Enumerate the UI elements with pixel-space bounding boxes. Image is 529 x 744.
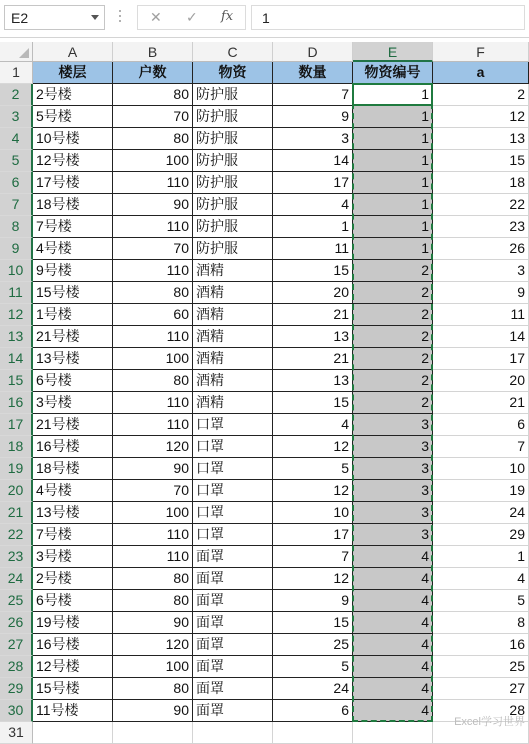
cell-a25[interactable]: 6号楼 <box>33 590 113 612</box>
header-cell-b[interactable]: 户数 <box>113 62 193 84</box>
cell-e22[interactable]: 3 <box>353 524 433 546</box>
cell-f10[interactable]: 3 <box>433 260 529 282</box>
cell-c25[interactable]: 面罩 <box>193 590 273 612</box>
cell-a13[interactable]: 21号楼 <box>33 326 113 348</box>
cell-d10[interactable]: 15 <box>273 260 353 282</box>
cell-e15[interactable]: 2 <box>353 370 433 392</box>
cell-d19[interactable]: 5 <box>273 458 353 480</box>
row-header[interactable]: 25 <box>0 590 33 612</box>
cell-b3[interactable]: 70 <box>113 106 193 128</box>
cell-c23[interactable]: 面罩 <box>193 546 273 568</box>
cell-b7[interactable]: 90 <box>113 194 193 216</box>
cell-b19[interactable]: 90 <box>113 458 193 480</box>
cell-d5[interactable]: 14 <box>273 150 353 172</box>
cell-d23[interactable]: 7 <box>273 546 353 568</box>
header-cell-a[interactable]: 楼层 <box>33 62 113 84</box>
cell-b8[interactable]: 110 <box>113 216 193 238</box>
column-header-f[interactable]: F <box>433 42 529 62</box>
cell-b24[interactable]: 80 <box>113 568 193 590</box>
cell-b12[interactable]: 60 <box>113 304 193 326</box>
cell-c19[interactable]: 口罩 <box>193 458 273 480</box>
cell-d12[interactable]: 21 <box>273 304 353 326</box>
cell-a4[interactable]: 10号楼 <box>33 128 113 150</box>
cell-f12[interactable]: 11 <box>433 304 529 326</box>
select-all-corner[interactable] <box>0 42 33 62</box>
cell-a15[interactable]: 6号楼 <box>33 370 113 392</box>
cell-f7[interactable]: 22 <box>433 194 529 216</box>
row-header[interactable]: 14 <box>0 348 33 370</box>
cell-a12[interactable]: 1号楼 <box>33 304 113 326</box>
row-header[interactable]: 26 <box>0 612 33 634</box>
empty-cell[interactable] <box>193 722 273 744</box>
cell-b18[interactable]: 120 <box>113 436 193 458</box>
cell-b16[interactable]: 110 <box>113 392 193 414</box>
cell-f29[interactable]: 27 <box>433 678 529 700</box>
cell-b5[interactable]: 100 <box>113 150 193 172</box>
row-header[interactable]: 5 <box>0 150 33 172</box>
row-header[interactable]: 8 <box>0 216 33 238</box>
cell-d4[interactable]: 3 <box>273 128 353 150</box>
row-header[interactable]: 28 <box>0 656 33 678</box>
cell-d21[interactable]: 10 <box>273 502 353 524</box>
cell-b14[interactable]: 100 <box>113 348 193 370</box>
formula-input[interactable] <box>251 5 525 30</box>
cell-c24[interactable]: 面罩 <box>193 568 273 590</box>
row-header[interactable]: 12 <box>0 304 33 326</box>
row-header[interactable]: 10 <box>0 260 33 282</box>
column-header-b[interactable]: B <box>113 42 193 62</box>
cell-b9[interactable]: 70 <box>113 238 193 260</box>
formula-buttons <box>137 5 246 30</box>
cell-a18[interactable]: 16号楼 <box>33 436 113 458</box>
cell-f30[interactable]: 28 <box>433 700 529 722</box>
cell-b25[interactable]: 80 <box>113 590 193 612</box>
row-header[interactable]: 3 <box>0 106 33 128</box>
cell-c20[interactable]: 口罩 <box>193 480 273 502</box>
row-header[interactable]: 20 <box>0 480 33 502</box>
cell-c11[interactable]: 酒精 <box>193 282 273 304</box>
cell-a7[interactable]: 18号楼 <box>33 194 113 216</box>
cell-a21[interactable]: 13号楼 <box>33 502 113 524</box>
row-header[interactable]: 15 <box>0 370 33 392</box>
cell-e24[interactable]: 4 <box>353 568 433 590</box>
cell-a23[interactable]: 3号楼 <box>33 546 113 568</box>
cell-f4[interactable]: 13 <box>433 128 529 150</box>
cell-c6[interactable]: 防护服 <box>193 172 273 194</box>
cell-a19[interactable]: 18号楼 <box>33 458 113 480</box>
row-header[interactable]: 16 <box>0 392 33 414</box>
row-header[interactable]: 1 <box>0 62 33 84</box>
cell-f11[interactable]: 9 <box>433 282 529 304</box>
cell-d8[interactable]: 1 <box>273 216 353 238</box>
watermark: Excel学习世界 <box>454 716 525 728</box>
row-header[interactable]: 4 <box>0 128 33 150</box>
cell-e26[interactable]: 4 <box>353 612 433 634</box>
cell-a22[interactable]: 7号楼 <box>33 524 113 546</box>
cell-f26[interactable]: 8 <box>433 612 529 634</box>
cell-c12[interactable]: 酒精 <box>193 304 273 326</box>
cell-c16[interactable]: 酒精 <box>193 392 273 414</box>
cell-a6[interactable]: 17号楼 <box>33 172 113 194</box>
cell-a26[interactable]: 19号楼 <box>33 612 113 634</box>
chevron-down-icon[interactable] <box>91 15 99 20</box>
cell-a5[interactable]: 12号楼 <box>33 150 113 172</box>
cell-d16[interactable]: 15 <box>273 392 353 414</box>
cell-f13[interactable]: 14 <box>433 326 529 348</box>
cell-a27[interactable]: 16号楼 <box>33 634 113 656</box>
cell-e12[interactable]: 2 <box>353 304 433 326</box>
cell-a24[interactable]: 2号楼 <box>33 568 113 590</box>
cell-f21[interactable]: 24 <box>433 502 529 524</box>
more-options-icon[interactable] <box>119 10 122 25</box>
cell-d27[interactable]: 25 <box>273 634 353 656</box>
cell-d30[interactable]: 6 <box>273 700 353 722</box>
cell-b17[interactable]: 110 <box>113 414 193 436</box>
cell-d15[interactable]: 13 <box>273 370 353 392</box>
cell-d2[interactable]: 7 <box>273 84 353 106</box>
cell-e28[interactable]: 4 <box>353 656 433 678</box>
cell-e23[interactable]: 4 <box>353 546 433 568</box>
cell-f28[interactable]: 25 <box>433 656 529 678</box>
cell-a29[interactable]: 15号楼 <box>33 678 113 700</box>
column-header-d[interactable]: D <box>273 42 353 62</box>
header-cell-d[interactable]: 数量 <box>273 62 353 84</box>
cell-f18[interactable]: 7 <box>433 436 529 458</box>
row-header[interactable]: 29 <box>0 678 33 700</box>
cell-e29[interactable]: 4 <box>353 678 433 700</box>
cancel-icon[interactable]: ✕ <box>150 9 162 25</box>
cell-b23[interactable]: 110 <box>113 546 193 568</box>
cell-d25[interactable]: 9 <box>273 590 353 612</box>
cell-f19[interactable]: 10 <box>433 458 529 480</box>
cell-d18[interactable]: 12 <box>273 436 353 458</box>
cell-d26[interactable]: 15 <box>273 612 353 634</box>
cell-a2[interactable]: 2号楼 <box>33 84 113 106</box>
row-header[interactable]: 24 <box>0 568 33 590</box>
cell-f25[interactable]: 5 <box>433 590 529 612</box>
cell-c18[interactable]: 口罩 <box>193 436 273 458</box>
cell-e27[interactable]: 4 <box>353 634 433 656</box>
row-header[interactable]: 27 <box>0 634 33 656</box>
cell-e5[interactable]: 1 <box>353 150 433 172</box>
cell-f17[interactable]: 6 <box>433 414 529 436</box>
empty-cell[interactable] <box>33 722 113 744</box>
formula-value: 1 <box>262 10 270 26</box>
cell-c28[interactable]: 面罩 <box>193 656 273 678</box>
cell-b2[interactable]: 80 <box>113 84 193 106</box>
cell-c30[interactable]: 面罩 <box>193 700 273 722</box>
header-cell-c[interactable]: 物资 <box>193 62 273 84</box>
row-header[interactable]: 30 <box>0 700 33 722</box>
cell-c27[interactable]: 面罩 <box>193 634 273 656</box>
cell-d3[interactable]: 9 <box>273 106 353 128</box>
cell-c2[interactable]: 防护服 <box>193 84 273 106</box>
cell-b10[interactable]: 110 <box>113 260 193 282</box>
cell-b13[interactable]: 110 <box>113 326 193 348</box>
cell-a20[interactable]: 4号楼 <box>33 480 113 502</box>
name-box-value: E2 <box>11 10 29 26</box>
empty-cell[interactable] <box>353 722 433 744</box>
column-header-c[interactable]: C <box>193 42 273 62</box>
cell-d17[interactable]: 4 <box>273 414 353 436</box>
cell-e25[interactable]: 4 <box>353 590 433 612</box>
cell-f16[interactable]: 21 <box>433 392 529 414</box>
cell-b15[interactable]: 80 <box>113 370 193 392</box>
cell-c26[interactable]: 面罩 <box>193 612 273 634</box>
cell-b26[interactable]: 90 <box>113 612 193 634</box>
cell-e16[interactable]: 2 <box>353 392 433 414</box>
cell-a9[interactable]: 4号楼 <box>33 238 113 260</box>
row-header[interactable]: 23 <box>0 546 33 568</box>
cell-d29[interactable]: 24 <box>273 678 353 700</box>
row-header[interactable]: 13 <box>0 326 33 348</box>
empty-cell[interactable] <box>113 722 193 744</box>
cell-d11[interactable]: 20 <box>273 282 353 304</box>
cell-f2[interactable]: 2 <box>433 84 529 106</box>
cell-e7[interactable]: 1 <box>353 194 433 216</box>
cell-f5[interactable]: 15 <box>433 150 529 172</box>
formula-bar <box>0 0 529 38</box>
cell-b30[interactable]: 90 <box>113 700 193 722</box>
header-cell-f[interactable]: a <box>433 62 529 84</box>
header-cell-e[interactable]: 物资编号 <box>353 62 433 84</box>
row-header[interactable]: 7 <box>0 194 33 216</box>
cell-c5[interactable]: 防护服 <box>193 150 273 172</box>
cell-d7[interactable]: 4 <box>273 194 353 216</box>
cell-d22[interactable]: 17 <box>273 524 353 546</box>
cell-f3[interactable]: 12 <box>433 106 529 128</box>
cell-c4[interactable]: 防护服 <box>193 128 273 150</box>
cell-c8[interactable]: 防护服 <box>193 216 273 238</box>
cell-a10[interactable]: 9号楼 <box>33 260 113 282</box>
cell-c3[interactable]: 防护服 <box>193 106 273 128</box>
cell-b20[interactable]: 70 <box>113 480 193 502</box>
cell-b11[interactable]: 80 <box>113 282 193 304</box>
cell-c15[interactable]: 酒精 <box>193 370 273 392</box>
cell-a28[interactable]: 12号楼 <box>33 656 113 678</box>
cell-f27[interactable]: 16 <box>433 634 529 656</box>
column-header-a[interactable]: A <box>33 42 113 62</box>
row-header[interactable]: 31 <box>0 722 33 744</box>
cell-a11[interactable]: 15号楼 <box>33 282 113 304</box>
row-header[interactable]: 19 <box>0 458 33 480</box>
cell-d13[interactable]: 13 <box>273 326 353 348</box>
cell-b4[interactable]: 80 <box>113 128 193 150</box>
cell-f24[interactable]: 4 <box>433 568 529 590</box>
row-header[interactable]: 22 <box>0 524 33 546</box>
cell-c22[interactable]: 口罩 <box>193 524 273 546</box>
cell-d14[interactable]: 21 <box>273 348 353 370</box>
cell-e20[interactable]: 3 <box>353 480 433 502</box>
cell-c9[interactable]: 防护服 <box>193 238 273 260</box>
cell-e21[interactable]: 3 <box>353 502 433 524</box>
row-header[interactable]: 18 <box>0 436 33 458</box>
cell-f22[interactable]: 29 <box>433 524 529 546</box>
cell-b27[interactable]: 120 <box>113 634 193 656</box>
cell-e19[interactable]: 3 <box>353 458 433 480</box>
cell-f20[interactable]: 19 <box>433 480 529 502</box>
cell-e17[interactable]: 3 <box>353 414 433 436</box>
cell-f9[interactable]: 26 <box>433 238 529 260</box>
name-box[interactable] <box>4 5 105 30</box>
cell-e11[interactable]: 2 <box>353 282 433 304</box>
cell-f23[interactable]: 1 <box>433 546 529 568</box>
row-header[interactable]: 9 <box>0 238 33 260</box>
cell-d28[interactable]: 5 <box>273 656 353 678</box>
row-header[interactable]: 21 <box>0 502 33 524</box>
empty-cell[interactable] <box>273 722 353 744</box>
cell-c7[interactable]: 防护服 <box>193 194 273 216</box>
cell-e18[interactable]: 3 <box>353 436 433 458</box>
cell-e4[interactable]: 1 <box>353 128 433 150</box>
cell-c17[interactable]: 口罩 <box>193 414 273 436</box>
cell-b22[interactable]: 110 <box>113 524 193 546</box>
cell-b28[interactable]: 100 <box>113 656 193 678</box>
cell-c13[interactable]: 酒精 <box>193 326 273 348</box>
insert-function-icon[interactable]: fx <box>221 9 234 24</box>
cell-f6[interactable]: 18 <box>433 172 529 194</box>
row-header[interactable]: 6 <box>0 172 33 194</box>
cell-c21[interactable]: 口罩 <box>193 502 273 524</box>
cell-a17[interactable]: 21号楼 <box>33 414 113 436</box>
cell-d9[interactable]: 11 <box>273 238 353 260</box>
cell-e10[interactable]: 2 <box>353 260 433 282</box>
cell-d6[interactable]: 17 <box>273 172 353 194</box>
cell-f15[interactable]: 20 <box>433 370 529 392</box>
cell-e9[interactable]: 1 <box>353 238 433 260</box>
cell-d24[interactable]: 12 <box>273 568 353 590</box>
cell-e8[interactable]: 1 <box>353 216 433 238</box>
select-all-icon <box>19 48 29 58</box>
cell-b6[interactable]: 110 <box>113 172 193 194</box>
cell-e3[interactable]: 1 <box>353 106 433 128</box>
cell-c10[interactable]: 酒精 <box>193 260 273 282</box>
cell-c29[interactable]: 面罩 <box>193 678 273 700</box>
column-header-e[interactable]: E <box>353 42 433 62</box>
cell-f14[interactable]: 17 <box>433 348 529 370</box>
row-header[interactable]: 2 <box>0 84 33 106</box>
cell-d20[interactable]: 12 <box>273 480 353 502</box>
cell-e6[interactable]: 1 <box>353 172 433 194</box>
cell-a3[interactable]: 5号楼 <box>33 106 113 128</box>
row-header[interactable]: 17 <box>0 414 33 436</box>
row-header[interactable]: 11 <box>0 282 33 304</box>
cell-a30[interactable]: 11号楼 <box>33 700 113 722</box>
enter-icon[interactable]: ✓ <box>186 9 198 25</box>
cell-c14[interactable]: 酒精 <box>193 348 273 370</box>
cell-a8[interactable]: 7号楼 <box>33 216 113 238</box>
cell-f8[interactable]: 23 <box>433 216 529 238</box>
cell-a14[interactable]: 13号楼 <box>33 348 113 370</box>
cell-e2[interactable]: 1 <box>353 84 433 106</box>
cell-e30[interactable]: 4 <box>353 700 433 722</box>
cell-b21[interactable]: 100 <box>113 502 193 524</box>
cell-e13[interactable]: 2 <box>353 326 433 348</box>
cell-e14[interactable]: 2 <box>353 348 433 370</box>
cell-b29[interactable]: 80 <box>113 678 193 700</box>
cell-a16[interactable]: 3号楼 <box>33 392 113 414</box>
